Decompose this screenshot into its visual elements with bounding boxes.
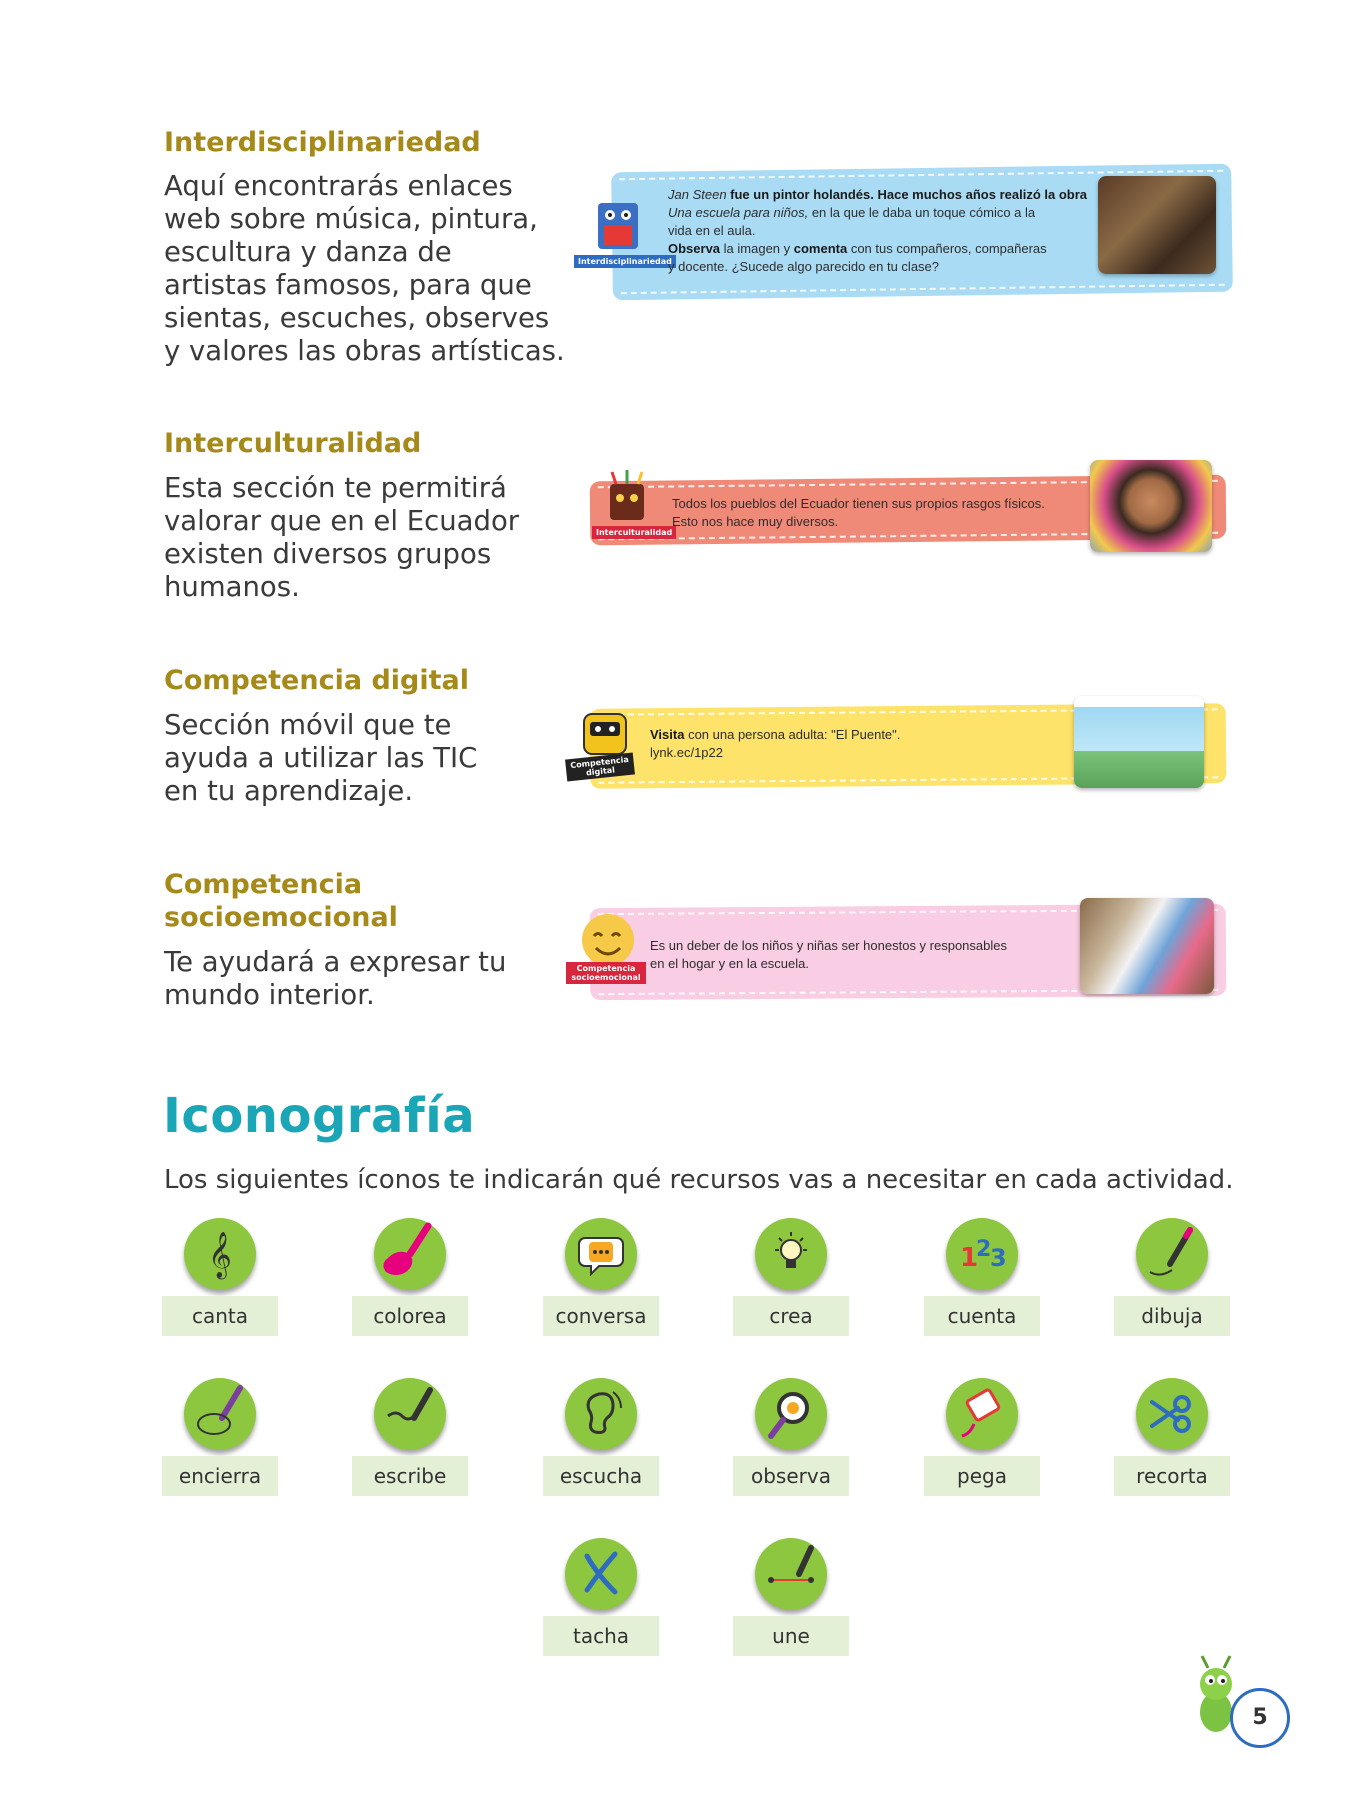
svg-text:𝄞: 𝄞 <box>208 1232 232 1278</box>
circle-pencil-icon <box>184 1378 256 1450</box>
section-body-competencia-digital: Sección móvil que te ayuda a utilizar las TIC en tu aprendizaje. <box>164 709 478 807</box>
section-title-interculturalidad: Interculturalidad <box>164 428 422 459</box>
icon-label: escribe <box>352 1456 468 1496</box>
svg-text:1: 1 <box>960 1243 979 1273</box>
icon-item-cuenta <box>924 1218 1042 1348</box>
section-title-competencia-socioemocional: Competencia socioemocional <box>164 869 398 933</box>
section-body-competencia-socioemocional: Te ayudará a expresar tu mundo interior. <box>164 946 507 1011</box>
glue-icon <box>946 1378 1018 1450</box>
icon-label: dibuja <box>1114 1296 1230 1336</box>
light-bulb-icon <box>755 1218 827 1290</box>
icon-item-colorea <box>352 1218 470 1348</box>
interdisciplinariedad-banner-text: Jan Steen fue un pintor holandés. Hace muchos años realizó la obra Una escuela para niños, en la que le daba un toque cómico a la vida en el aula. Observa la imagen y comenta con tus compañeros, compañeras y docente. ¿Sucede algo parecido en tu clase? <box>668 187 1088 274</box>
iconografia-subtitle: Los siguientes íconos te indicarán qué recursos vas a necesitar en cada actividad. <box>164 1165 1234 1195</box>
icon-item-une <box>733 1538 851 1668</box>
icon-label: une <box>733 1616 849 1656</box>
interculturalidad-banner-text: Todos los pueblos del Ecuador tienen sus propios rasgos físicos. Esto nos hace muy diversos. <box>672 496 1045 529</box>
book-mascot-icon <box>590 195 646 257</box>
icon-label: conversa <box>543 1296 659 1336</box>
icon-item-canta <box>162 1218 280 1348</box>
icon-item-dibuja <box>1114 1218 1232 1348</box>
children-at-home-photo <box>1080 898 1214 994</box>
connect-line-icon <box>755 1538 827 1610</box>
interdisciplinariedad-tag: Interdisciplinariedad <box>574 255 676 268</box>
indigenous-girl-photo <box>1090 460 1212 552</box>
icon-label: crea <box>733 1296 849 1336</box>
icon-item-observa <box>733 1378 851 1508</box>
write-pencil-icon <box>374 1378 446 1450</box>
jan-steen-painting-image <box>1098 176 1216 274</box>
svg-text:3: 3 <box>990 1244 1007 1272</box>
icon-item-crea <box>733 1218 851 1348</box>
icon-item-pega <box>924 1378 1042 1508</box>
page-number: 5 <box>1230 1688 1290 1748</box>
section-body-interculturalidad: Esta sección te permitirá valorar que en el Ecuador existen diversos grupos humanos. <box>164 472 520 603</box>
icon-item-tacha <box>543 1538 661 1668</box>
paint-brush-icon <box>374 1218 446 1290</box>
competencia-digital-tag: Competencia digital <box>565 753 635 782</box>
svg-text:2: 2 <box>976 1237 992 1262</box>
icon-label: encierra <box>162 1456 278 1496</box>
icon-label: pega <box>924 1456 1040 1496</box>
music-note-icon <box>184 1218 256 1290</box>
scissors-icon <box>1136 1378 1208 1450</box>
cross-icon <box>565 1538 637 1610</box>
icon-item-escucha <box>543 1378 661 1508</box>
pencil-icon <box>1136 1218 1208 1290</box>
icon-item-conversa <box>543 1218 661 1348</box>
section-body-interdisciplinariedad: Aquí encontrarás enlaces web sobre música, pintura, escultura y danza de artistas famosos, para que sientas, escuches, observes y valores las obras artísticas. <box>164 170 565 367</box>
ear-icon <box>565 1378 637 1450</box>
el-puente-app-screenshot <box>1074 696 1204 788</box>
icon-label: observa <box>733 1456 849 1496</box>
interculturalidad-tag: Interculturalidad <box>592 526 676 539</box>
competencia-digital-banner-text: Visita con una persona adulta: "El Puente". lynk.ec/1p22 <box>650 727 901 760</box>
magnifier-icon <box>755 1378 827 1450</box>
icon-label: escucha <box>543 1456 659 1496</box>
iconografia-heading: Iconografía <box>163 1088 476 1144</box>
section-title-competencia-digital: Competencia digital <box>164 665 470 696</box>
icon-item-escribe <box>352 1378 470 1508</box>
section-title-interdisciplinariedad: Interdisciplinariedad <box>164 127 481 158</box>
competencia-socioemocional-tag: Competencia socioemocional <box>566 962 646 984</box>
icon-label: cuenta <box>924 1296 1040 1336</box>
icon-item-encierra <box>162 1378 280 1508</box>
mask-mascot-icon <box>596 468 658 532</box>
icon-label: recorta <box>1114 1456 1230 1496</box>
icon-label: tacha <box>543 1616 659 1656</box>
numbers-icon <box>946 1218 1018 1290</box>
competencia-socioemocional-banner-text: Es un deber de los niños y niñas ser honestos y responsables en el hogar y en la escuela. <box>650 938 1007 971</box>
icon-label: colorea <box>352 1296 468 1336</box>
speech-bubble-icon <box>565 1218 637 1290</box>
icon-item-recorta <box>1114 1378 1232 1508</box>
icon-label: canta <box>162 1296 278 1336</box>
